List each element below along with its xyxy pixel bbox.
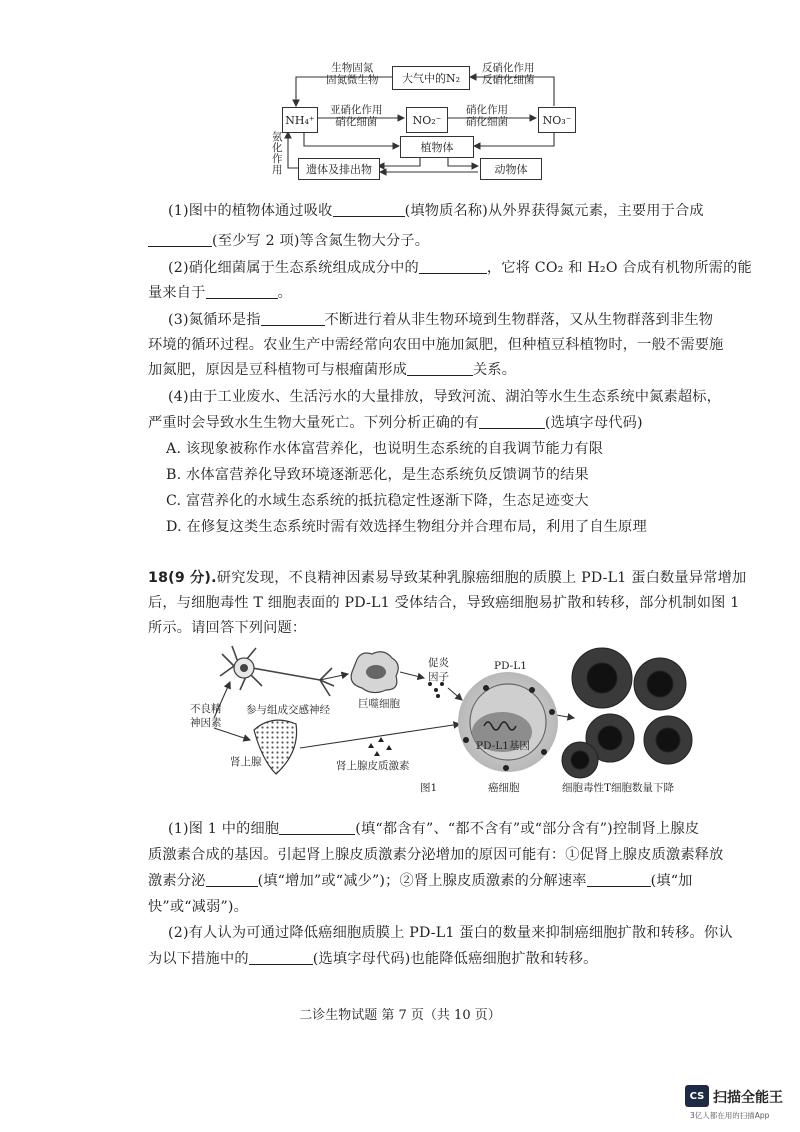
q17-option-c[interactable]: C. 富营养化的水域生态系统的抵抗稳定性逐渐下降，生态足迹变大 [166, 493, 589, 509]
q18-part2-line2 [148, 948, 598, 968]
q17-option-d[interactable]: D. 在修复这类生态系统时需有效选择生物组分并合理布局，利用了自生原理 [166, 519, 647, 535]
q18-line-2: 后，与细胞毒性 T 细胞表面的 PD-L1 受体结合，导致癌细胞易扩散和转移，部分机制如图 1 [148, 595, 740, 611]
q18-part1-line1 [168, 818, 699, 838]
q18-blank-3[interactable] [587, 872, 651, 887]
atmosphere-n2-label: 大气中的N₂ [401, 72, 461, 85]
plant-label: 植物体 [420, 141, 454, 154]
q17-l4a: 量来自于 [148, 285, 206, 301]
nitrate-step-line1: 硝化作用 [466, 104, 508, 116]
bad-factor-label [190, 702, 222, 730]
q17-l3b: ，它将 CO₂ 和 H₂O 合成有机物所需的能 [486, 260, 752, 276]
no3-label: NO₃⁻ [542, 113, 572, 127]
camscanner-logo-icon: CS [685, 1085, 709, 1107]
pdl1-label: PD-L1 [494, 660, 527, 672]
q17-option-b[interactable]: B. 水体富营养化导致环境逐渐恶化，是生态系统负反馈调节的结果 [166, 467, 589, 483]
ammonification-char1: 氨 [272, 131, 283, 143]
q18-line-3: 所示。请回答下列问题： [148, 620, 307, 636]
fixation-line2: 固氮微生物 [326, 74, 379, 86]
q18-part1-line3 [148, 870, 693, 890]
figure-1-caption: 图1 [420, 782, 438, 794]
macrophage-label: 巨噬细胞 [358, 698, 400, 710]
ammonification-char2: 化 [272, 142, 283, 154]
q17-l1a: (1)图中的植物体通过吸收 [168, 203, 333, 219]
q18-number: 18(9 分). [148, 570, 217, 586]
hormone-label: 肾上腺皮质激素 [336, 760, 410, 772]
no2-label: NO₂⁻ [412, 113, 442, 127]
camscanner-subtitle: 3亿人都在用的扫描App [690, 1111, 770, 1120]
q17-l7b: 关系。 [472, 362, 517, 378]
q17-l3a: (2)硝化细菌属于生态系统组成成分中的 [168, 260, 419, 276]
inflam-label [428, 656, 449, 684]
nitrite-step-line2: 硝化细菌 [335, 116, 378, 128]
fixation-line1: 生物固氮 [331, 62, 374, 74]
q18-p3a: 激素分泌 [148, 873, 206, 889]
page-footer: 二诊生物试题 第 7 页（共 10 页） [299, 1008, 501, 1023]
cancer-cell-label: 癌细胞 [488, 782, 520, 794]
q18-p1a: (1)图 1 中的细胞 [168, 821, 280, 837]
inflam-line1: 促炎 [428, 657, 449, 669]
remains-label: 遗体及排出物 [306, 163, 372, 176]
q18-l1: 研究发现，不良精神因素易导致某种乳腺癌细胞的质膜上 PD-L1 蛋白数量异常增加 [216, 570, 747, 586]
bad-factor-line1: 不良精 [190, 703, 222, 715]
animal-label: 动物体 [494, 163, 528, 176]
q18-blank-2[interactable] [206, 872, 258, 887]
q18-p3b: (填“增加”或“减少”)；②肾上腺皮质激素的分解速率 [257, 873, 587, 889]
t-cell-cluster [562, 648, 692, 778]
ammonification-char3: 作 [272, 153, 283, 165]
q17-l5a: (3)氮循环是指 [168, 312, 261, 328]
denitrification-line1: 反硝化作用 [482, 62, 535, 74]
adrenal-label: 肾上腺 [230, 756, 262, 768]
q17-l4b: 。 [277, 285, 292, 301]
inflam-line2: 因子 [428, 671, 449, 683]
q18-p1b: (填“都含有”、“都不含有”或“部分含有”)控制肾上腺皮 [355, 821, 700, 837]
camscanner-name: 扫描全能王 [713, 1090, 783, 1106]
q18-part1-line2: 质激素合成的基因。引起肾上腺皮质激素分泌增加的原因可能有：①促肾上腺皮质激素释放 [148, 847, 724, 863]
denitrification-line2: 反硝化细菌 [482, 74, 535, 86]
q17-option-a[interactable]: A. 该现象被称作水体富营养化，也说明生态系统的自我调节能力有限 [166, 441, 604, 457]
ammonification-char4: 用 [272, 164, 283, 176]
q17-l9a: 严重时会导致水生生物大量死亡。下列分析正确的有 [148, 415, 479, 431]
q17-line-8: (4)由于工业废水、生活污水的大量排放，导致河流、湖泊等水生生态系统中氮素超标， [168, 389, 722, 405]
q17-l7a: 加氮肥，原因是豆科植物可与根瘤菌形成 [148, 362, 407, 378]
bad-factor-line2: 神因素 [190, 717, 222, 729]
q18-p6b: (选填字母代码)也能降低癌细胞扩散和转移。 [312, 951, 598, 967]
neuron-label: 参与组成交感神经 [246, 704, 330, 716]
q17-l1b: (填物质名称)从外界获得氮元素，主要用于合成 [404, 203, 704, 219]
q18-p6a: 为以下措施中的 [148, 951, 249, 967]
nitrite-step-line1: 亚硝化作用 [330, 104, 383, 116]
q18-part1-line4: 快”或“减弱”)。 [148, 899, 249, 915]
q17-l5b: 不断进行着从非生物环境到生物群落，又从生物群落到非生物 [324, 312, 714, 328]
q18-p3c: (填“加 [650, 873, 693, 889]
nh4-label: NH₄⁺ [285, 113, 315, 127]
q18-blank-4[interactable] [249, 950, 313, 965]
q18-part2-line1: (2)有人认为可通过降低癌细胞质膜上 PD-L1 蛋白的数量来抑制癌细胞扩散和转移。你认 [168, 925, 733, 941]
q17-l2: (至少写 2 项)等含氮生物大分子。 [212, 233, 430, 249]
q17-line-6: 环境的循环过程。农业生产中需经常向农田中施加氮肥，但种植豆科植物时，一般不需要施 [148, 337, 724, 353]
nitrate-step-line2: 硝化细菌 [466, 116, 508, 128]
q18-blank-1[interactable] [279, 820, 355, 835]
q17-l9b: (选填字母代码) [544, 415, 643, 431]
pdl1-gene-label: PD-L1基因 [476, 740, 530, 752]
t-cell-label: 细胞毒性T细胞数量下降 [562, 782, 675, 794]
